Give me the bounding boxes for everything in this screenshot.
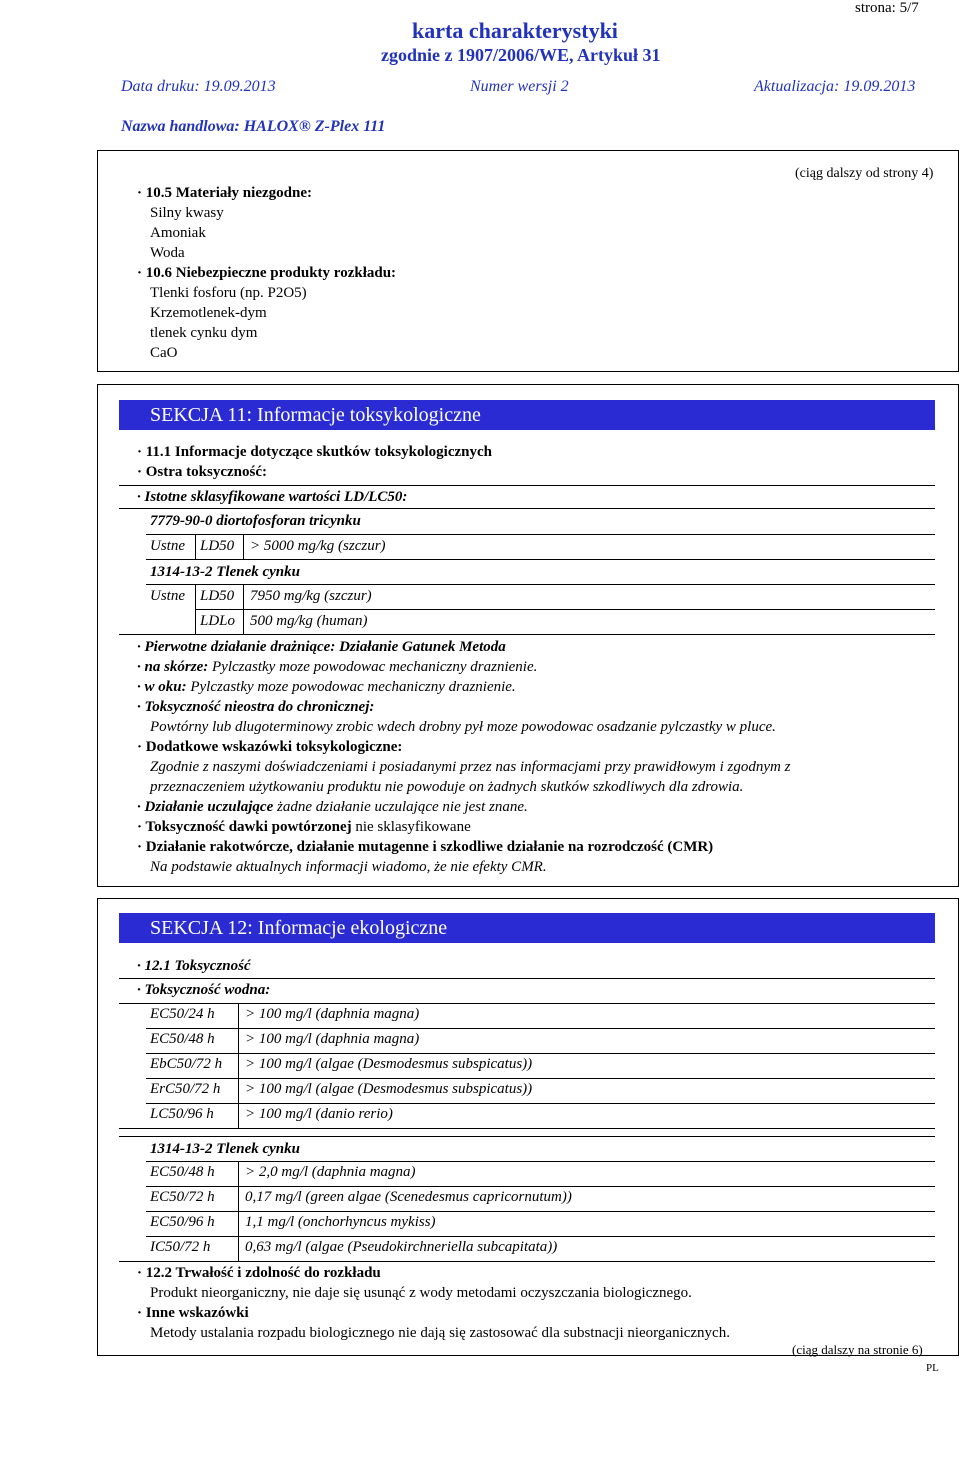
ld-row1-route: Ustne [150, 538, 185, 554]
continued-on: (ciąg dalszy na stronie 6) [792, 1342, 923, 1357]
eco-t1-r3-value: > 100 mg/l (algae (Desmodesmus subspicatus)) [245, 1056, 533, 1072]
eco-t1-sep3 [146, 1078, 935, 1079]
skin-line [137, 657, 537, 677]
eco-t1-r1-type: EC50/24 h [150, 1006, 215, 1022]
ld-row1-top [146, 534, 935, 535]
eco-substance-name: 1314-13-2 Tlenek cynku [150, 1141, 300, 1157]
cmr-label: · Działanie rakotwórcze, działanie mutagenne i szkodliwe działanie na rozrodczość (CMR) [137, 839, 714, 855]
eco-t1-r4-value: > 100 mg/l (algae (Desmodesmus subspicatus)) [245, 1081, 533, 1097]
eco-t1-sep1 [146, 1028, 935, 1029]
aquatic-label: · Toksyczność wodna: [137, 982, 271, 998]
ld-row2-route: Ustne [150, 588, 185, 604]
sensitization-label: · Działanie uczulające [137, 799, 274, 815]
eye-text: Pylczastky moze powodowac mechaniczny draznienie. [186, 679, 516, 695]
eco-t1-r1-value: > 100 mg/l (daphnia magna) [245, 1006, 420, 1022]
sensitization-line [137, 797, 528, 817]
heading-10-6: · 10.6 Niebezpieczne produkty rozkładu: [137, 265, 397, 281]
print-date: Data druku: 19.09.2013 [121, 78, 276, 95]
other-info-label: · Inne wskazówki [137, 1305, 249, 1321]
ld-row1-type: LD50 [200, 538, 235, 554]
item-10-6-4: CaO [150, 345, 178, 361]
repeated-dose-text: nie sklasyfikowane [351, 819, 471, 835]
heading-12-2: · 12.2 Trwałość i zdolność do rozkładu [137, 1265, 381, 1281]
irritant-heading: · Pierwotne działanie drażniące: Działanie Gatunek Metoda [137, 639, 506, 655]
ld-row3-top [195, 609, 935, 610]
additional-text-2: przeznaczeniem użytkowaniu produktu nie powoduje on żadnych skutków szkodliwych dla zdrowia. [150, 779, 744, 795]
eco-t2-sep1 [146, 1186, 935, 1187]
eco-t2-sep0 [146, 1161, 935, 1162]
item-10-5-1: Silny kwasy [150, 205, 224, 221]
language-code: PL [926, 1362, 939, 1374]
substance-2-name: 1314-13-2 Tlenek cynku [150, 564, 300, 580]
eco-t1-sep2 [146, 1053, 935, 1054]
version-number: Numer wersji 2 [470, 78, 569, 95]
eco-t2-r2-value: 0,17 mg/l (green algae (Scenedesmus capricornutum)) [245, 1189, 572, 1205]
ld-row1-div2 [243, 534, 244, 559]
ld-row2-top [146, 584, 935, 585]
heading-10-5: · 10.5 Materiały niezgodne: [137, 185, 312, 201]
eco-t2-r3-value: 1,1 mg/l (onchorhyncus mykiss) [245, 1214, 436, 1230]
eco-t1-r5-value: > 100 mg/l (danio rerio) [245, 1106, 393, 1122]
item-10-6-1: Tlenki fosforu (np. P2O5) [150, 285, 307, 301]
chronic-label: · Toksyczność nieostra do chronicznej: [137, 699, 375, 715]
ld-row3-value: 500 mg/kg (human) [250, 613, 368, 629]
ld-row1-bottom [146, 559, 935, 560]
acute-toxicity-label: · Ostra toksyczność: [137, 464, 267, 480]
ld-row1-value: > 5000 mg/kg (szczur) [250, 538, 386, 554]
eco-t2-bottom [119, 1261, 935, 1262]
section12-heading: SEKCJA 12: Informacje ekologiczne [119, 913, 935, 943]
eco-t2-sep3 [146, 1236, 935, 1237]
eco-t2-r1-value: > 2,0 mg/l (daphnia magna) [245, 1164, 416, 1180]
repeated-dose-line [137, 817, 471, 837]
eco-t2-top [119, 1136, 935, 1137]
continued-from: (ciąg dalszy od strony 4) [795, 166, 934, 181]
eco-t1-bottom [119, 1128, 935, 1129]
heading-11-1: · 11.1 Informacje dotyczące skutków toksykologicznych [137, 444, 492, 460]
item-10-5-2: Amoniak [150, 225, 206, 241]
heading-12-1: · 12.1 Toksyczność [137, 958, 251, 974]
cmr-text: Na podstawie aktualnych informacji wiadomo, że nie efekty CMR. [150, 859, 547, 875]
chronic-text: Powtórny lub dlugoterminowy zrobic wdech drobny pył moze powodowac osadzanie pylczastky w pluce. [150, 719, 776, 735]
ld-row2-value: 7950 mg/kg (szczur) [250, 588, 372, 604]
document-title: karta charakterystyki [412, 18, 618, 43]
item-10-5-3: Woda [150, 245, 185, 261]
ld-row2-type: LD50 [200, 588, 235, 604]
eco-t2-r2-type: EC50/72 h [150, 1189, 215, 1205]
repeated-dose-label: · Toksyczność dawki powtórzonej [137, 819, 352, 835]
eco-t1-r2-type: EC50/48 h [150, 1031, 215, 1047]
eco-t2-r1-type: EC50/48 h [150, 1164, 215, 1180]
eco-table-top [119, 978, 935, 979]
eco-t2-r4-value: 0,63 mg/l (algae (Pseudokirchneriella subcapitata)) [245, 1239, 558, 1255]
ld-table-top [119, 485, 935, 486]
additional-text-1: Zgodnie z naszymi doświadczeniami i posiadanymi przez nas informacjami przy prawidłowym i zgodnym z [150, 759, 791, 775]
skin-label: · na skórze: [137, 659, 209, 675]
page-number: strona: 5/7 [855, 0, 919, 16]
ld-table-bottom [119, 634, 935, 635]
item-10-6-3: tlenek cynku dym [150, 325, 258, 341]
substance-1-name: 7779-90-0 diortofosforan tricynku [150, 513, 361, 529]
other-info-text: Metody ustalania rozpadu biologicznego nie dają się zastosować dla substnacji nieorganicznych. [150, 1325, 730, 1341]
text-12-2: Produkt nieorganiczny, nie daje się usunąć z wody metodami oczyszczania biologicznego. [150, 1285, 692, 1301]
skin-text: Pylczastky moze powodowac mechaniczny draznienie. [208, 659, 538, 675]
eye-label: · w oku: [137, 679, 187, 695]
additional-label: · Dodatkowe wskazówki toksykologiczne: [137, 739, 403, 755]
section11-heading: SEKCJA 11: Informacje toksykologiczne [119, 400, 935, 430]
eco-t2-r4-type: IC50/72 h [150, 1239, 211, 1255]
eye-line [137, 677, 516, 697]
ld-row1-div1 [195, 534, 196, 559]
eco-t1-div [238, 1003, 239, 1128]
ld-row3-type: LDLo [200, 613, 236, 629]
eco-t1-r3-type: EbC50/72 h [150, 1056, 223, 1072]
trade-name: Nazwa handlowa: HALOX® Z-Plex 111 [121, 118, 386, 135]
eco-t1-r5-type: LC50/96 h [150, 1106, 214, 1122]
eco-t1-r2-value: > 100 mg/l (daphnia magna) [245, 1031, 420, 1047]
eco-t1-sep4 [146, 1103, 935, 1104]
sensitization-text: żadne działanie uczulające nie jest znane. [273, 799, 528, 815]
document-subtitle: zgodnie z 1907/2006/WE, Artykuł 31 [381, 45, 661, 65]
eco-t2-r3-type: EC50/96 h [150, 1214, 215, 1230]
eco-table-sep1 [119, 1003, 935, 1004]
eco-t1-r4-type: ErC50/72 h [150, 1081, 221, 1097]
update-date: Aktualizacja: 19.09.2013 [754, 78, 916, 95]
eco-t2-sep2 [146, 1211, 935, 1212]
ld-table-heading: · Istotne sklasyfikowane wartości LD/LC50: [137, 489, 408, 505]
ld-table-sep1 [119, 508, 935, 509]
item-10-6-2: Krzemotlenek-dym [150, 305, 267, 321]
